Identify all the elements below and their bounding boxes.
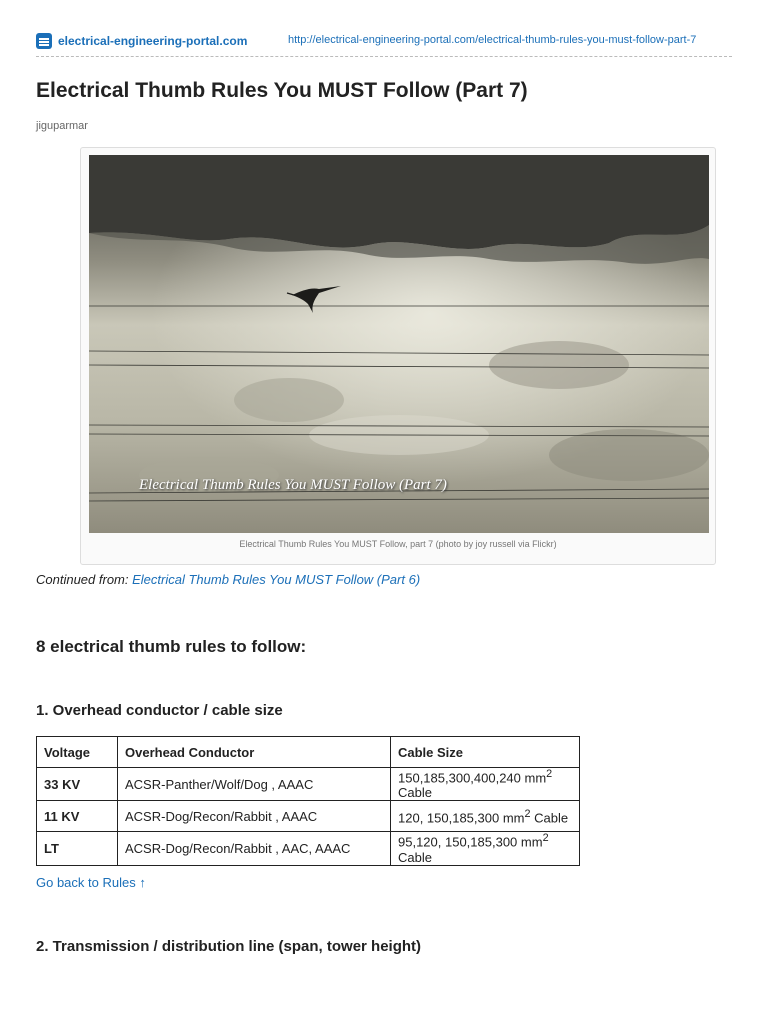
conductor-cell: ACSR-Dog/Recon/Rabbit , AAC, AAAC <box>118 832 391 865</box>
header-divider <box>36 56 732 57</box>
column-header-conductor: Overhead Conductor <box>118 737 391 768</box>
cable-size-cell <box>391 801 580 832</box>
continued-prefix: Continued from: <box>36 572 129 587</box>
voltage-cell: LT <box>37 832 118 865</box>
conductor-cell: ACSR-Panther/Wolf/Dog , AAAC <box>118 768 391 801</box>
cable-size-cell <box>391 832 580 865</box>
site-name[interactable]: electrical-engineering-portal.com <box>58 34 248 48</box>
continued-from <box>36 572 420 587</box>
column-header-voltage: Voltage <box>37 737 118 768</box>
rule-1-heading: 1. Overhead conductor / cable size <box>36 702 283 719</box>
cable-size-value: 150,185,300,400,240 mm <box>398 770 547 786</box>
unit-superscript: 2 <box>524 807 531 820</box>
cable-size-value: 120, 150,185,300 mm <box>398 809 525 825</box>
author-name: jiguparmar <box>36 120 88 132</box>
section-heading: 8 electrical thumb rules to follow: <box>36 637 307 656</box>
conductor-cell: ACSR-Dog/Recon/Rabbit , AAAC <box>118 801 391 832</box>
cable-size-value: 95,120, 150,185,300 mm <box>398 834 543 850</box>
article-figure <box>80 147 716 565</box>
unit-superscript: 2 <box>546 768 553 780</box>
voltage-cell: 33 KV <box>37 768 118 801</box>
voltage-cell: 11 KV <box>37 801 118 832</box>
previous-part-link[interactable]: Electrical Thumb Rules You MUST Follow (Part 6) <box>132 572 421 587</box>
table-row <box>37 801 580 832</box>
photo-overlay-title: Electrical Thumb Rules You MUST Follow (Part 7) <box>139 477 447 493</box>
cable-size-suffix: Cable <box>398 849 432 865</box>
page-title: Electrical Thumb Rules You MUST Follow (Part 7) <box>36 79 528 102</box>
rule-2-heading: 2. Transmission / distribution line (span, tower height) <box>36 938 422 955</box>
page-url-link[interactable]: http://electrical-engineering-portal.com/electrical-thumb-rules-you-must-follow-part-7 <box>288 34 697 46</box>
figure-caption: Electrical Thumb Rules You MUST Follow, part 7 (photo by joy russell via Flickr) <box>239 539 557 549</box>
site-logo-icon <box>36 33 52 49</box>
table-row <box>37 768 580 801</box>
site-brand[interactable] <box>36 33 247 49</box>
table-header-row <box>37 737 580 768</box>
top-bar <box>36 33 732 55</box>
conductor-size-table <box>36 736 580 866</box>
cable-size-cell <box>391 768 580 801</box>
cable-size-suffix: Cable <box>398 785 432 801</box>
go-back-to-rules-link[interactable]: Go back to Rules ↑ <box>36 875 146 890</box>
table-row <box>37 832 580 865</box>
cable-size-suffix: Cable <box>530 809 569 825</box>
unit-superscript: 2 <box>542 832 549 845</box>
column-header-cable-size: Cable Size <box>391 737 580 768</box>
